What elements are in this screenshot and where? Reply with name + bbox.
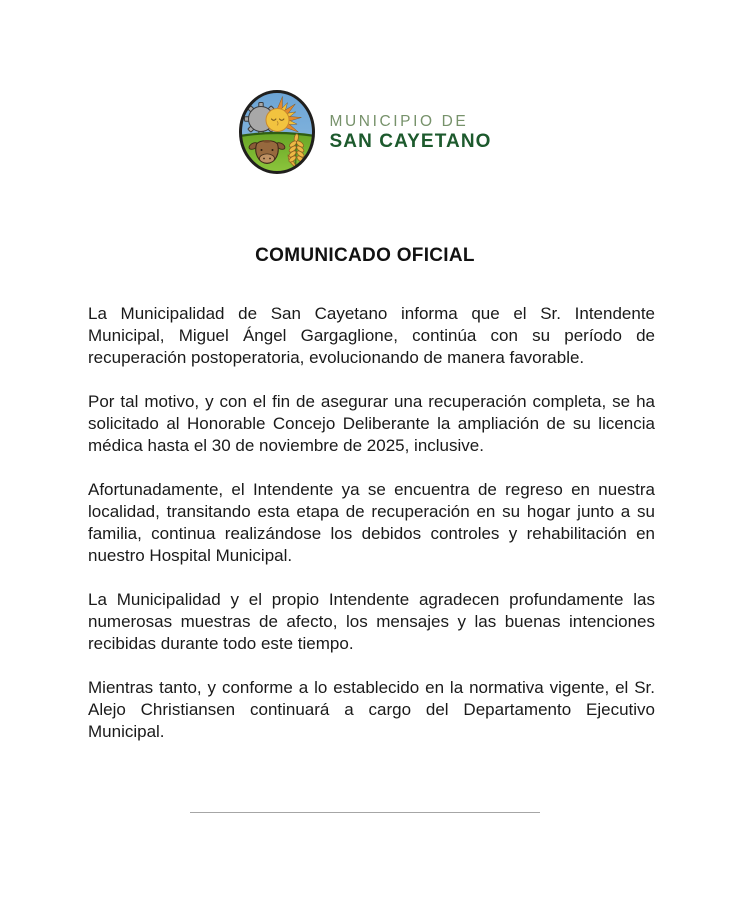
paragraph-5: Mientras tanto, y conforme a lo establecido en la normativa vigente, el Sr. Alejo Christiansen continuará a cargo del Departamento Ejecutivo Municipal. — [88, 678, 655, 741]
footer-divider — [190, 812, 540, 813]
logo-org-line: MUNICIPIO DE — [329, 112, 469, 130]
municipality-logo — [0, 89, 730, 175]
paragraph-3: Afortunadamente, el Intendente ya se encuentra de regreso en nuestra localidad, transitando esta etapa de recuperación en su hogar junto a su familia, continua realizándose los debidos controles y rehabilitación en nuestro Hospital Municipal. — [88, 480, 655, 565]
communique-title: COMUNICADO OFICIAL — [255, 245, 475, 266]
paragraph-2: Por tal motivo, y con el fin de asegurar una recuperación completa, se ha solicitado al Honorable Concejo Deliberante la ampliación de su licencia médica hasta el 30 de noviembre de 2025, inclusive. — [88, 392, 655, 455]
paragraph-4: La Municipalidad y el propio Intendente agradecen profundamente las numerosas muestras de afecto, los mensajes y las buenas intenciones recibidas durante todo este tiempo. — [88, 590, 655, 653]
sun-icon — [266, 109, 289, 132]
paragraph-1: La Municipalidad de San Cayetano informa que el Sr. Intendente Municipal, Miguel Ángel Gargaglione, continúa con su período de recuperación postoperatoria, evolucionando de manera favorable. — [88, 304, 655, 367]
logo-name-line: SAN CAYETANO — [329, 130, 492, 152]
communique-body — [88, 303, 655, 765]
logo-wordmark — [329, 112, 491, 153]
municipality-crest-icon — [238, 89, 316, 175]
